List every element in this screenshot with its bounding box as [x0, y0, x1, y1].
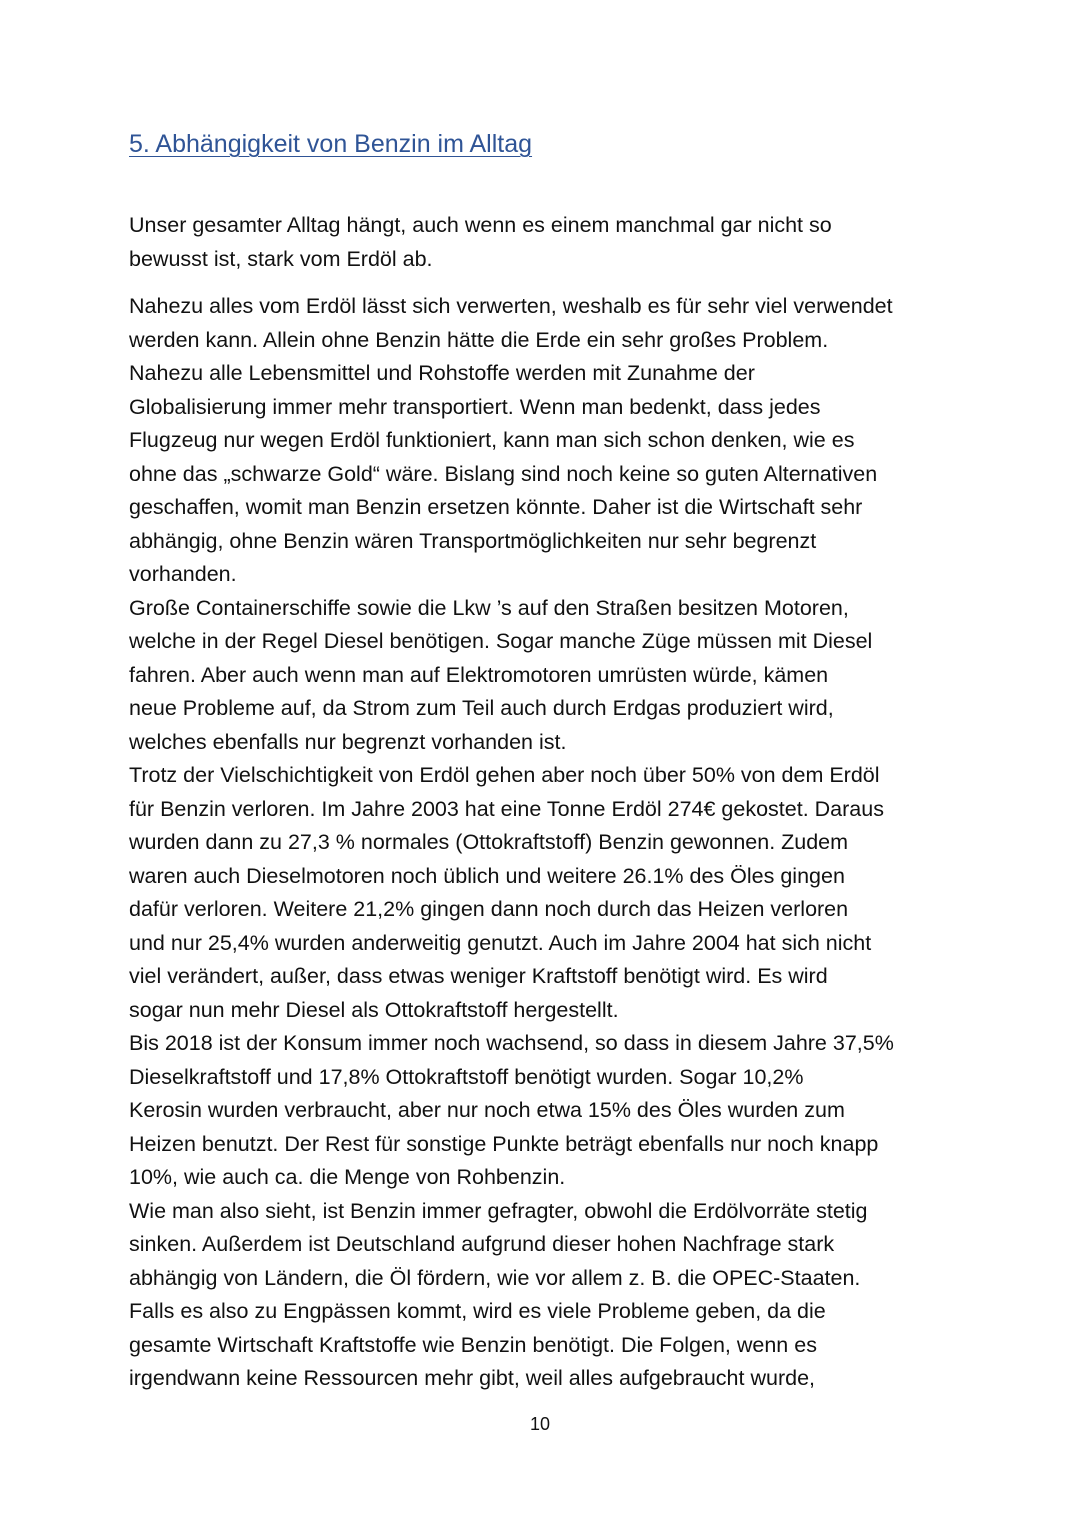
text-line: bewusst ist, stark vom Erdöl ab.	[129, 246, 433, 271]
text-line: Dieselkraftstoff und 17,8% Ottokraftstoff benötigt wurden. Sogar 10,2%	[129, 1064, 804, 1089]
text-line: Große Containerschiffe sowie die Lkw ’s auf den Straßen besitzen Motoren,	[129, 595, 849, 620]
text-line: fahren. Aber auch wenn man auf Elektromotoren umrüsten würde, kämen	[129, 662, 829, 687]
text-line: gesamte Wirtschaft Kraftstoffe wie Benzin benötigt. Die Folgen, wenn es	[129, 1332, 817, 1357]
text-line: Unser gesamter Alltag hängt, auch wenn es einem manchmal gar nicht so	[129, 213, 832, 237]
text-line: Flugzeug nur wegen Erdöl funktioniert, kann man sich schon denken, wie es	[129, 428, 855, 452]
text-line: welches ebenfalls nur begrenzt vorhanden ist.	[129, 729, 567, 754]
text-line: Bis 2018 ist der Konsum immer noch wachsend, so dass in diesem Jahre 37,5%	[129, 1031, 894, 1055]
text-line: werden kann. Allein ohne Benzin hätte die Erde ein sehr großes Problem.	[129, 327, 829, 352]
section-heading: 5. Abhängigkeit von Benzin im Alltag	[129, 130, 533, 158]
text-line: Wie man also sieht, ist Benzin immer gefragter, obwohl die Erdölvorräte stetig	[129, 1198, 868, 1223]
page-number: 10	[529, 1414, 551, 1434]
text-line: sogar nun mehr Diesel als Ottokraftstoff hergestellt.	[129, 997, 619, 1022]
text-line: Globalisierung immer mehr transportiert. Wenn man bedenkt, dass jedes	[129, 394, 821, 419]
text-line: Heizen benutzt. Der Rest für sonstige Punkte beträgt ebenfalls nur noch knapp	[129, 1131, 879, 1156]
text-line: Falls es also zu Engpässen kommt, wird es viele Probleme geben, da die	[129, 1299, 826, 1323]
text-line: neue Probleme auf, da Strom zum Teil auch durch Erdgas produziert wird,	[129, 696, 834, 720]
text-line: viel verändert, außer, dass etwas weniger Kraftstoff benötigt wird. Es wird	[129, 964, 828, 988]
text-line: irgendwann keine Ressourcen mehr gibt, weil alles aufgebraucht wurde,	[129, 1366, 815, 1390]
text-line: Nahezu alles vom Erdöl lässt sich verwerten, weshalb es für sehr viel verwendet	[129, 294, 893, 318]
text-line: geschaffen, womit man Benzin ersetzen könnte. Daher ist die Wirtschaft sehr	[129, 495, 863, 519]
text-line: und nur 25,4% wurden anderweitig genutzt. Auch im Jahre 2004 hat sich nicht	[129, 930, 872, 955]
text-line: Nahezu alle Lebensmittel und Rohstoffe werden mit Zunahme der	[129, 361, 755, 385]
text-line: abhängig von Ländern, die Öl fördern, wie vor allem z. B. die OPEC-Staaten.	[129, 1265, 861, 1290]
text-line: waren auch Dieselmotoren noch üblich und weitere 26.1% des Öles gingen	[129, 863, 845, 888]
text-line: dafür verloren. Weitere 21,2% gingen dann noch durch das Heizen verloren	[129, 897, 849, 921]
body-text	[129, 209, 969, 1396]
text-line: wurden dann zu 27,3 % normales (Ottokraftstoff) Benzin gewonnen. Zudem	[129, 830, 849, 854]
paragraph-gap	[129, 276, 969, 290]
text-line: ohne das „schwarze Gold“ wäre. Bislang sind noch keine so guten Alternativen	[129, 461, 878, 486]
text-line: Kerosin wurden verbraucht, aber nur noch etwa 15% des Öles wurden zum	[129, 1098, 845, 1122]
paragraph	[129, 290, 969, 1396]
text-line: vorhanden.	[129, 562, 237, 586]
paragraph	[129, 209, 969, 276]
text-line: 10%, wie auch ca. die Menge von Rohbenzin.	[129, 1165, 566, 1189]
text-line: abhängig, ohne Benzin wären Transportmöglichkeiten nur sehr begrenzt	[129, 528, 817, 553]
text-line: für Benzin verloren. Im Jahre 2003 hat eine Tonne Erdöl 274€ gekostet. Daraus	[129, 796, 884, 821]
text-line: welche in der Regel Diesel benötigen. Sogar manche Züge müssen mit Diesel	[129, 629, 873, 653]
text-line: Trotz der Vielschichtigkeit von Erdöl gehen aber noch über 50% von dem Erdöl	[129, 763, 880, 787]
text-line: sinken. Außerdem ist Deutschland aufgrund dieser hohen Nachfrage stark	[129, 1232, 835, 1256]
